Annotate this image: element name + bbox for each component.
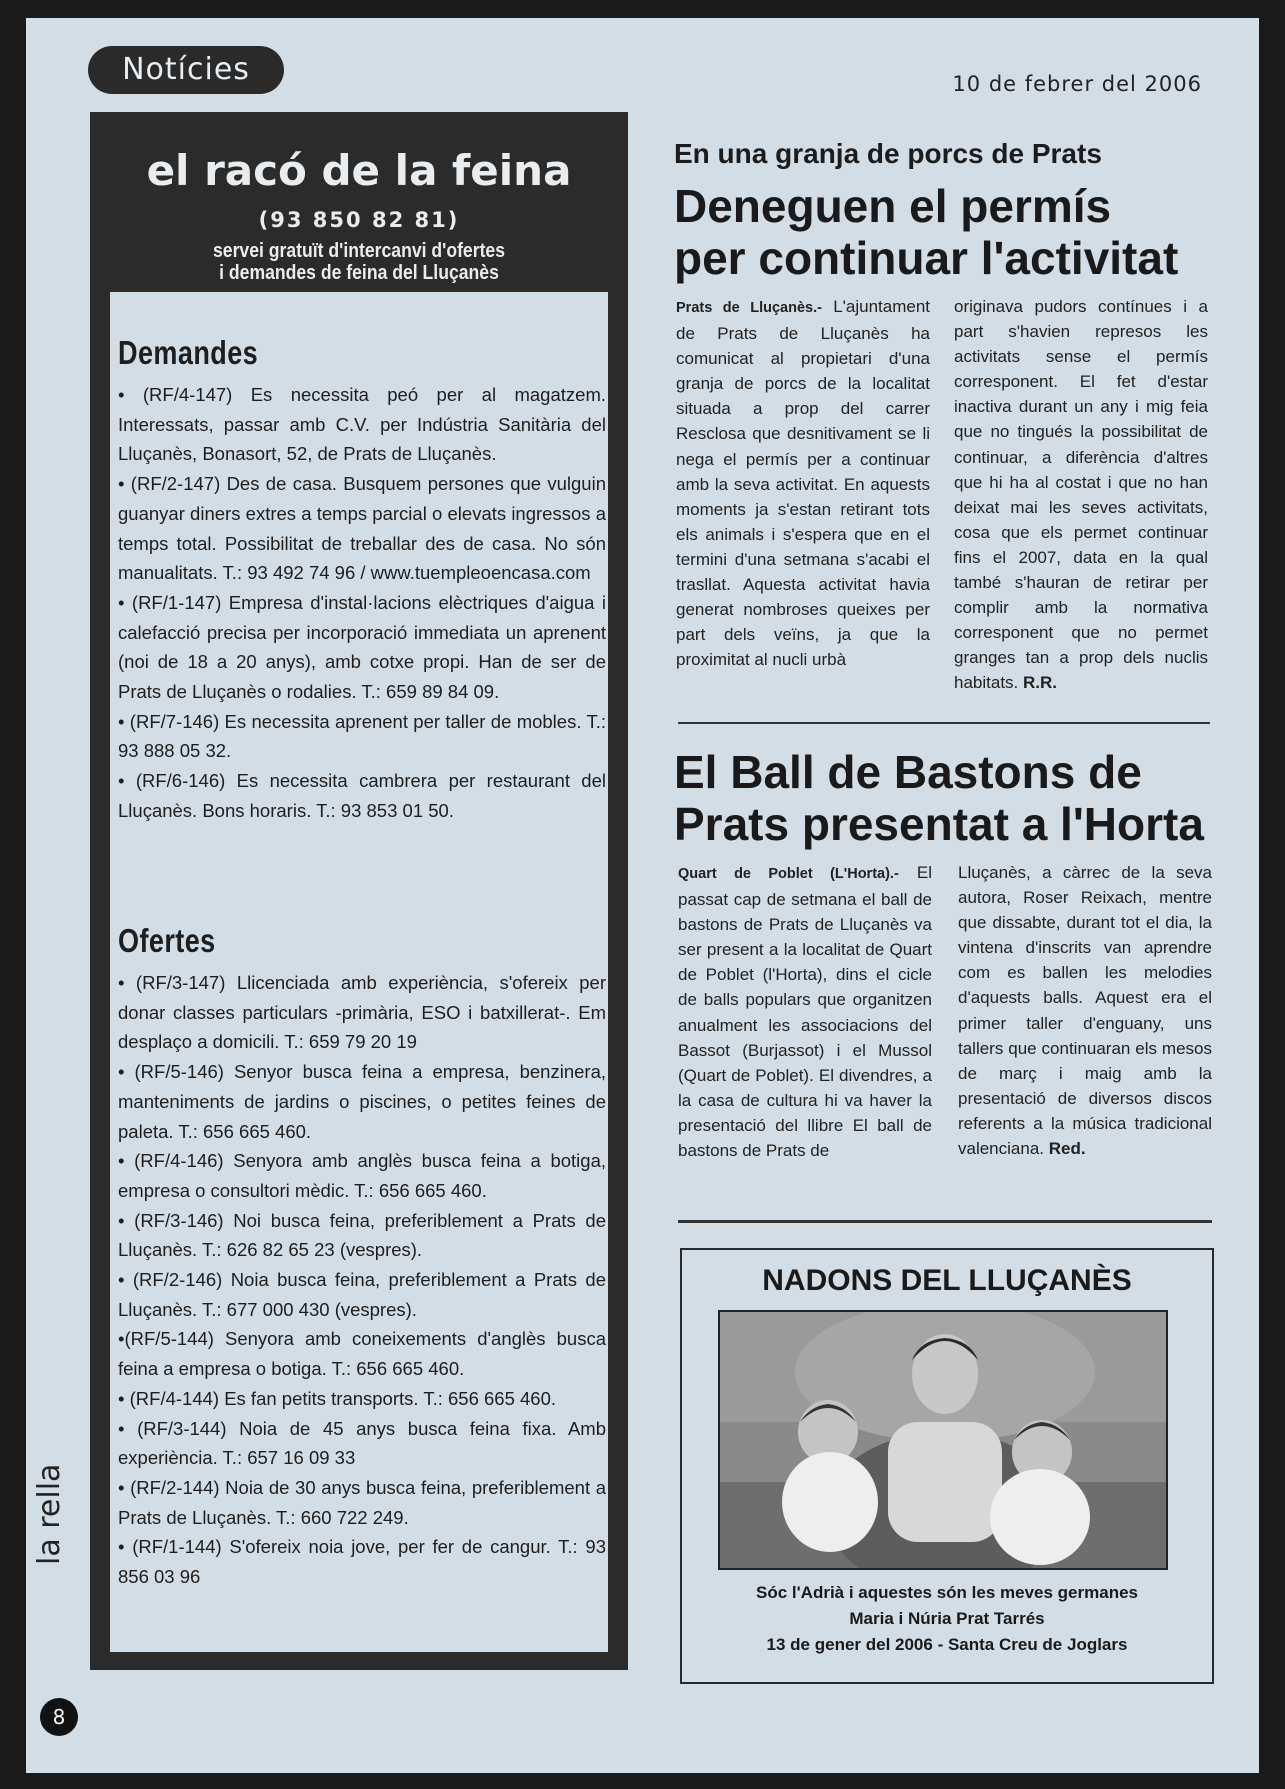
article2-column-2 bbox=[958, 860, 1212, 1161]
list-item: • (RF/3-144) Noia de 45 anys busca feina fixa. Amb experiència. T.: 657 16 09 33 bbox=[118, 1417, 606, 1469]
list-item: • (RF/2-146) Noia busca feina, preferiblement a Prats de Lluçanès. T.: 677 000 430 (vespres). bbox=[118, 1269, 606, 1320]
list-item: • (RF/7-146) Es necessita aprenent per taller de mobles. T.: 93 888 05 32. bbox=[118, 710, 606, 762]
article1-kicker: En una granja de porcs de Prats bbox=[674, 138, 1102, 169]
list-item: •(RF/5-144) Senyora amb coneixements d'anglès busca feina a empresa o botiga. T.: 656 665 460. bbox=[118, 1328, 606, 1380]
article1-body: originava pudors contínues i a part s'havien represos les activitats sense el permís corresponent. El fet d'estar inactiva durant un any i mig feia que no tingués la possibilitat de continuar, a diferència d'altres que hi ha al costat i que no han deixat mai les seves activitats, cosa que els permet continuar fins el 2007, data en la qual també s'hauran de retirar per complir amb la normativa corresponent que no permet granges tan a prop dels nuclis habitats. bbox=[954, 297, 1208, 693]
list-item: • (RF/1-147) Empresa d'instal·lacions elèctriques d'aigua i calefacció precisa per incorporació immediata un aprenent (noi de 18 a 20 anys), amb cotxe propi. Han de ser de Prats de Lluçanès o rodalies. T.: 659 89 84 09. bbox=[118, 591, 606, 703]
list-item: • (RF/2-147) Des de casa. Busquem persones que vulguin guanyar diners extres a temps parcial o elevats ingressos a temps total. Possibilitat de treballar des de casa. No són manualitats. T.: 93 492 74 96 / www.tuempleoencasa.com bbox=[118, 473, 606, 584]
headline-line: Deneguen el permís bbox=[674, 180, 1112, 232]
job-board bbox=[90, 112, 628, 1670]
article1-column-2 bbox=[954, 294, 1208, 696]
article2-column-1 bbox=[678, 860, 932, 1163]
divider bbox=[678, 722, 1210, 724]
article1-signature: R.R. bbox=[1023, 673, 1057, 693]
article2-body: Lluçanès, a càrrec de la seva autora, Roser Reixach, mentre que dissabte, durant tot el dia, la vintena d'inscrits van aprendre com es ballen les melodies d'aquests balls. Aquest era el primer taller d'enguany, uns tallers que continuaran els mesos de març i maig amb la presentació de diversos discos referents a la música tradicional valenciana. bbox=[958, 863, 1212, 1159]
demandes-list bbox=[118, 380, 606, 826]
publication-name: la rella bbox=[32, 1463, 67, 1565]
article2-body: El passat cap de setmana el ball de bastons de Prats de Lluçanès va ser present a la localitat de Quart de Poblet (l'Horta), dins el cicle de balls populars que organitzen anualment les associacions del Bassot (Burjassot) i el Mussol (Quart de Poblet). El divendres, a la casa de cultura hi va haver la presentació del llibre El ball de bastons de Prats de bbox=[678, 863, 932, 1161]
job-board-subtitle-line: i demandes de feina del Lluçanès bbox=[219, 262, 499, 284]
issue-date: 10 de febrer del 2006 bbox=[952, 72, 1202, 96]
ofertes-list bbox=[118, 968, 606, 1592]
nadons-title: NADONS DEL LLUÇANÈS bbox=[762, 1264, 1132, 1297]
article1-headline bbox=[674, 180, 1234, 284]
divider bbox=[678, 1220, 1212, 1223]
list-item: • (RF/6-146) Es necessita cambrera per restaurant del Lluçanès. Bons horaris. T.: 93 853 01 50. bbox=[118, 770, 606, 821]
article2-dateline: Quart de Poblet (L'Horta).- bbox=[678, 866, 899, 882]
headline-line: Prats presentat a l'Horta bbox=[674, 798, 1204, 850]
job-board-title: el racó de la feina bbox=[146, 146, 572, 195]
article1-dateline: Prats de Lluçanès.- bbox=[676, 300, 822, 316]
list-item: • (RF/3-147) Llicenciada amb experiència, s'ofereix per donar classes particulars -primària, ESO i batxillerat-. Em desplaço a domicili. T.: 659 79 20 19 bbox=[118, 972, 606, 1053]
article2-signature: Red. bbox=[1048, 1139, 1086, 1159]
list-item: • (RF/4-147) Es necessita peó per al magatzem. Interessats, passar amb C.V. per Indústria Sanitària del Lluçanès, Bonasort, 52, de Prats de Lluçanès. bbox=[118, 384, 606, 465]
article2-headline bbox=[674, 746, 1234, 850]
article1-body: L'ajuntament de Prats de Lluçanès ha comunicat al propietari d'una granja de porcs de la localitat situada a prop del carrer Resclosa que desnitivament se li nega el permís per a continuar amb la seva activitat. En aquests moments ja s'estan retirant tots els animals i s'espera que en el termini d'una setmana s'acabi el trasllat. Aquesta activitat havia generat nombroses queixes per part dels veïns, ja que la proximitat al nucli urbà bbox=[676, 297, 930, 670]
family-photo bbox=[718, 1310, 1168, 1570]
job-board-subtitle bbox=[122, 240, 595, 284]
list-item: • (RF/5-146) Senyor busca feina a empresa, benzinera, manteniments de jardins o piscines, o petites feines de paleta. T.: 656 665 460. bbox=[118, 1061, 606, 1142]
demandes-heading: Demandes bbox=[118, 334, 259, 371]
section-label: Notícies bbox=[88, 46, 284, 94]
page-number: 8 bbox=[40, 1698, 78, 1736]
caption-line: Sóc l'Adrià i aquestes són les meves germanes bbox=[756, 1583, 1138, 1602]
list-item: • (RF/4-146) Senyora amb anglès busca feina a botiga, empresa o consultori mèdic. T.: 656 665 460. bbox=[118, 1150, 606, 1201]
job-listings bbox=[110, 292, 608, 1652]
job-board-phone: (93 850 82 81) bbox=[258, 208, 460, 232]
photo-caption bbox=[682, 1580, 1212, 1658]
list-item: • (RF/2-144) Noia de 30 anys busca feina, preferiblement a Prats de Lluçanès. T.: 660 722 249. bbox=[118, 1476, 606, 1528]
caption-line: Maria i Núria Prat Tarrés bbox=[849, 1609, 1045, 1628]
list-item: • (RF/4-144) Es fan petits transports. T.: 656 665 460. bbox=[118, 1387, 557, 1409]
list-item: • (RF/1-144) S'ofereix noia jove, per fer de cangur. T.: 93 856 03 96 bbox=[118, 1536, 606, 1588]
headline-line: El Ball de Bastons de bbox=[674, 746, 1142, 798]
headline-line: per continuar l'activitat bbox=[674, 232, 1179, 284]
photo-illustration bbox=[720, 1312, 1166, 1568]
article1-column-1 bbox=[676, 294, 930, 672]
list-item: • (RF/3-146) Noi busca feina, preferiblement a Prats de Lluçanès. T.: 626 82 65 23 (vespres). bbox=[118, 1209, 606, 1261]
caption-line: 13 de gener del 2006 - Santa Creu de Joglars bbox=[766, 1635, 1128, 1654]
ofertes-heading: Ofertes bbox=[118, 922, 216, 959]
job-board-subtitle-line: servei gratuït d'intercanvi d'ofertes bbox=[212, 240, 506, 262]
nadons-box bbox=[680, 1248, 1214, 1684]
